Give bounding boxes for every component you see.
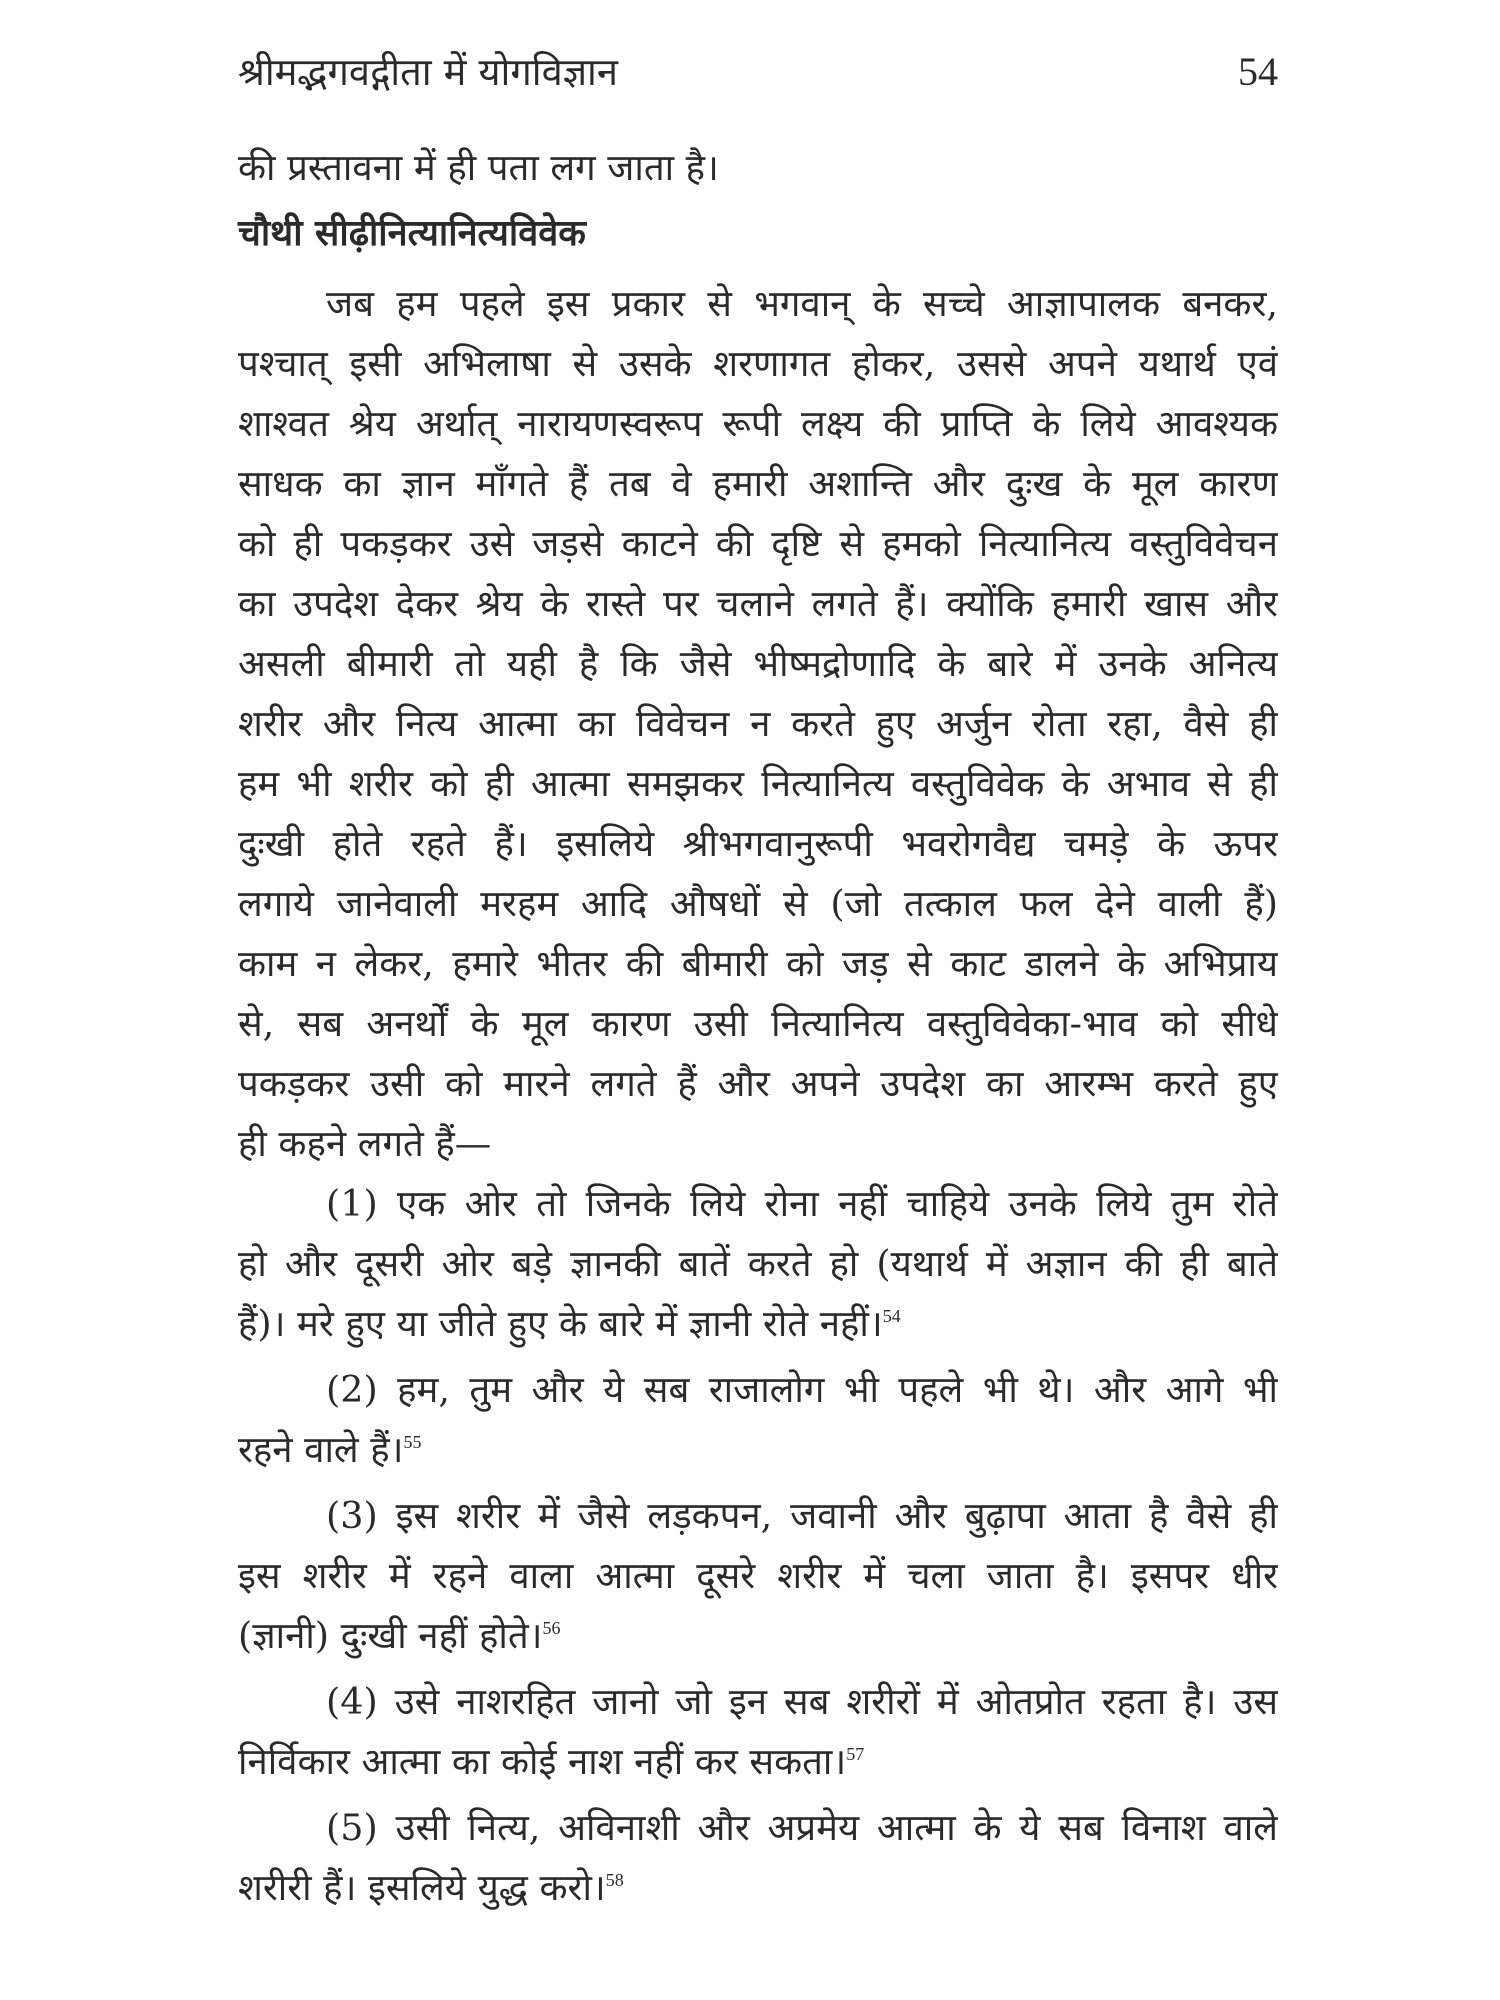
footnote-ref: 56 — [542, 1618, 561, 1638]
paragraph-line: काम न लेकर, हमारे भीतर की बीमारी को जड़ से काट डालने के अभिप्राय — [238, 942, 1278, 985]
paragraph-line: जब हम पहले इस प्रकार से भगवान् के सच्चे आज्ञापालक बनकर, — [326, 282, 1278, 325]
point-text: शरीरी हैं। इसलिये युद्ध करो। — [238, 1866, 606, 1909]
book-title: श्रीमद्भगवद्गीता में योगविज्ञान — [238, 50, 618, 94]
point-4 — [238, 1672, 1278, 1792]
point-line: (4) उसे नाशरहित जानो जो इन सब शरीरों में ओतप्रोत रहता है। उस — [326, 1680, 1278, 1723]
paragraph-line: लगाये जानेवाली मरहम आदि औषधों से (जो तत्काल फल देने वाली हैं) — [238, 882, 1278, 925]
paragraph-line: शरीर और नित्य आत्मा का विवेचन न करते हुए अर्जुन रोता रहा, वैसे ही — [238, 702, 1278, 745]
paragraph-line: शाश्वत श्रेय अर्थात् नारायणस्वरूप रूपी लक्ष्य की प्राप्ति के लिये आवश्यक — [238, 402, 1278, 445]
point-1 — [238, 1174, 1278, 1354]
point-line: हो और दूसरी ओर बड़े ज्ञानकी बातें करते हो (यथार्थ में अज्ञान की ही बाते — [238, 1242, 1278, 1285]
paragraph-line: हम भी शरीर को ही आत्मा समझकर नित्यानित्य वस्तुविवेक के अभाव से ही — [238, 762, 1278, 805]
point-5 — [238, 1798, 1278, 1918]
footnote-ref: 58 — [605, 1870, 624, 1890]
point-text: हैं)। मरे हुए या जीते हुए के बारे में ज्ञानी रोते नहीं। — [238, 1302, 883, 1345]
point-line-last — [238, 1606, 1278, 1666]
point-line: (5) उसी नित्य, अविनाशी और अप्रमेय आत्मा के ये सब विनाश वाले — [326, 1806, 1278, 1849]
point-line: (1) एक ओर तो जिनके लिये रोना नहीं चाहिये उनके लिये तुम रोते — [326, 1182, 1278, 1225]
paragraph-line: पकड़कर उसी को मारने लगते हैं और अपने उपदेश का आरम्भ करते हुए — [238, 1062, 1278, 1105]
running-header — [238, 42, 1278, 102]
point-line-last — [238, 1858, 1278, 1918]
paragraph-line: साधक का ज्ञान माँगते हैं तब वे हमारी अशान्ति और दुःख के मूल कारण — [238, 462, 1278, 505]
main-paragraph — [238, 274, 1278, 1174]
point-line: (2) हम, तुम और ये सब राजालोग भी पहले भी थे। और आगे भी — [326, 1368, 1278, 1411]
point-line-last — [238, 1294, 1278, 1354]
page-body — [238, 138, 1278, 1918]
point-3 — [238, 1486, 1278, 1666]
page-number: 54 — [1238, 49, 1278, 94]
paragraph-line: को ही पकड़कर उसे जड़से काटने की दृष्टि से हमको नित्यानित्य वस्तुविवेचन — [238, 522, 1278, 565]
paragraph-line: ही कहने लगते हैं— — [238, 1122, 492, 1165]
intro-line: की प्रस्तावना में ही पता लग जाता है। — [238, 146, 719, 189]
paragraph-line: पश्चात् इसी अभिलाषा से उसके शरणागत होकर, उससे अपने यथार्थ एवं — [238, 342, 1278, 385]
footnote-ref: 54 — [882, 1306, 901, 1326]
point-line: इस शरीर में रहने वाला आत्मा दूसरे शरीर में चला जाता है। इसपर धीर — [238, 1554, 1278, 1597]
point-text: निर्विकार आत्मा का कोई नाश नहीं कर सकता। — [238, 1740, 847, 1783]
point-line-last — [238, 1732, 1278, 1792]
paragraph-line: असली बीमारी तो यही है कि जैसे भीष्मद्रोणादि के बारे में उनके अनित्य — [238, 642, 1278, 685]
point-text: रहने वाले हैं। — [238, 1428, 404, 1471]
paragraph-line: का उपदेश देकर श्रेय के रास्ते पर चलाने लगते हैं। क्योंकि हमारी खास और — [238, 582, 1278, 625]
point-line-last — [238, 1420, 1278, 1480]
point-line: (3) इस शरीर में जैसे लड़कपन, जवानी और बुढ़ापा आता है वैसे ही — [326, 1494, 1278, 1537]
footnote-ref: 57 — [846, 1744, 865, 1764]
point-2 — [238, 1360, 1278, 1480]
point-text: (ज्ञानी) दुःखी नहीं होते। — [238, 1614, 543, 1657]
footnote-ref: 55 — [403, 1432, 422, 1452]
paragraph-line: से, सब अनर्थों के मूल कारण उसी नित्यानित्य वस्तुविवेका-भाव को सीधे — [238, 1002, 1278, 1045]
paragraph-line: दुःखी होते रहते हैं। इसलिये श्रीभगवानुरूपी भवरोगवैद्य चमड़े के ऊपर — [238, 822, 1278, 865]
section-heading: चौथी सीढ़ीनित्यानित्यविवेक — [238, 213, 586, 254]
